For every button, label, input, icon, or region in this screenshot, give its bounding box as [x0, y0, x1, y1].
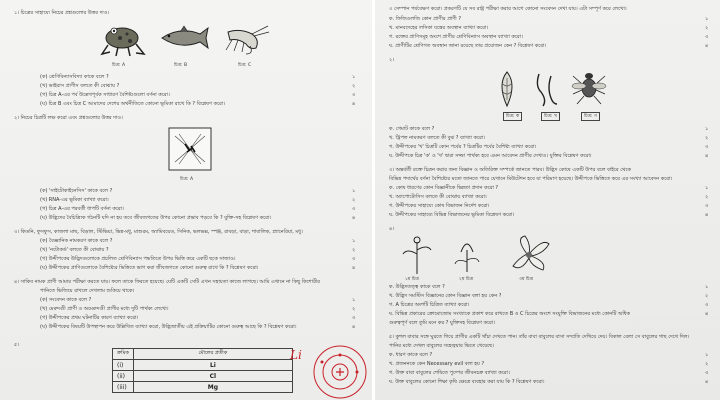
- question-line: ক. গেমাট কাকে বলে ?: [389, 126, 435, 132]
- question-line: (ক) 'সাইটোকাইনেসিস' কাকে বলে ?: [40, 188, 113, 194]
- mark-value: ৩: [352, 206, 356, 212]
- flower-figures: [397, 232, 577, 276]
- mark-value: ২: [705, 293, 709, 299]
- question-line: (ঘ) উদ্দীপকের বিষয়টি উপস্থাপন করে উল্লিখিত ব্যাখ্যা করো, উদ্ভিজাতীয় এই প্রক্রিয়াটির কোনো গুরুত্ব আছে কি ? বিশ্লেষণ করো।: [40, 324, 297, 330]
- question-line: (ক) সংবেদন কাকে বলে ?: [40, 297, 92, 303]
- question-line: পানিতে ভিজিয়ে রাখলে দেখলাম শুকিয়ে থাকে।: [40, 288, 135, 294]
- mark-value: ১: [352, 238, 356, 244]
- question-line: (গ) উদ্দীপকের উদ্ভিদগুলোকে প্রচলিত শ্রেণিবিন্যাস পদ্ধতিতে উপর ভিত্তি করে একটি ছকে সাজাও।: [40, 256, 236, 262]
- mark-value: ৩: [352, 256, 356, 262]
- question-line: ঘ. প্রাণীটির শ্রেণিগত অবস্থান জানা রয়েছে তার প্রয়োজন কেন ? বিশ্লেষণ করো।: [389, 43, 547, 49]
- figure-caption-kha: চিত্র: খ: [541, 112, 560, 121]
- question-line: বিভিন্ন পদার্থের বর্ণনা বৈশিষ্ট্যের মতো জানতে পারে যেখানে মিউটেশন হবে যা পরিমাণ হয়েছে। উদ্দীপকে ভিত্তিতে করে এর সংখ্যা আবেদন করো।: [389, 176, 673, 182]
- table-row: (ii) Cl: [113, 371, 293, 382]
- question-line: (ক) বৈজ্ঞানিক নামকরণ কাকে বলে ?: [40, 238, 113, 244]
- figure-caption-ga: চিত্র: গ: [581, 112, 600, 121]
- question-line: খ. ট্রিপল নামকরণ বলতে কী বুঝ ? ব্যাখ্যা করো।: [389, 135, 485, 141]
- question-line: (ঘ) উদ্ভিদের বৈচিত্র্যিক গঠনটি যদি না হয় তবে জীবজগতের উপর কোনো প্রভাব পড়বে কি ? যুক্তি-সহ বিশ্লেষণ করো।: [40, 215, 272, 221]
- question-line: খ. প্রজননকে কেন Necessary evil বলা হয় ?: [389, 361, 485, 367]
- flower-part-icon: [455, 244, 479, 272]
- plant-icon: [403, 237, 431, 274]
- handwritten-note: Li: [290, 348, 302, 362]
- mark-value: ১: [352, 297, 356, 303]
- mark-value: ৪: [705, 379, 709, 385]
- question-line: ক. ফিজিওলজি কোন প্রাণীর প্রাণী ?: [389, 16, 461, 22]
- figure-caption-a: চিত্র: A: [112, 63, 126, 68]
- flower-caption-3: ৩য় চিত্র: [519, 277, 534, 282]
- table-header-serial: ক্রমিক: [113, 349, 134, 360]
- mark-value: ৩: [352, 92, 356, 98]
- mark-value: ১: [705, 16, 709, 22]
- mark-value: ২: [352, 247, 356, 253]
- fluke-icon: [502, 72, 512, 106]
- mark-value: ২: [705, 361, 709, 367]
- mark-value: ১: [705, 126, 709, 132]
- question-line: গ. উদ্দীপকের সাহায্যে কোষ বিভাজন নির্দেশ করো।: [389, 203, 490, 209]
- mark-value: ৩: [705, 144, 709, 150]
- mark-value: ২: [352, 83, 356, 89]
- question-line: (ঘ) চিত্র B এবং চিত্র C আমাদের দেশের অর্থনীতিতে কোনো ভূমিকা রাখে কি ? বিশ্লেষণ করো।: [40, 101, 225, 107]
- question-line: ৩। কিডনি, ফুসফুস, কাজলা মাছ, বিড়াল, স্টিভিয়া, ভিন্ন-মধু, মাশুরম, অ্যামিবয়েড, সিনিক, ভলভক্স, স্পঞ্জ, রাবড়া, বাড়া, শাবালিক, প্ল্যানেরিয়া, মধু।: [14, 229, 303, 235]
- worm-icon: [537, 74, 557, 106]
- question-line: (খ) ভাইরাস প্রাণীস বলতে কী বোঝায় ?: [40, 83, 120, 89]
- question-line: খ. উদ্ভিদ সমস্টিস বিজ্ঞানের কোন বিজ্ঞান বলা হয় কেন ?: [389, 293, 502, 299]
- mark-value: ১: [705, 284, 709, 290]
- mark-value: ৩: [352, 315, 356, 321]
- figure-caption-c: চিত্র: C: [238, 63, 252, 68]
- insect-icon: [572, 73, 606, 104]
- figure-caption-ka: চিত্র: ক: [503, 112, 522, 121]
- question-line: (গ) চিত্র A-এর পর্ব উল্লেখপূর্বক সাধারণ বৈশিষ্ট্যগুলো বর্ণনা করো।: [40, 92, 170, 98]
- question-line: ৩। অন্তর্বর্তী রক্তে চিত্রন করার জন্য বিজ্ঞান ও অতিরিক্ত সম্পর্কে জানতে পারব। উদ্ভিদ কোষে একটি উপর বলে বাইরে থেকে: [389, 167, 632, 173]
- table-header-symbol: মৌলের প্রতীক: [133, 349, 292, 360]
- question-line: (গ) চিত্র A-এর পরবর্তী ধাপটি বর্ণনা করো।: [40, 206, 124, 212]
- mark-value: ২: [705, 135, 709, 141]
- fish-icon: [162, 26, 208, 48]
- mark-value: ৪: [705, 153, 709, 159]
- mark-value: ৩: [705, 203, 709, 209]
- question-line: ৫।: [14, 342, 20, 348]
- mark-value: ৪: [352, 215, 356, 221]
- mark-value: ৪: [705, 311, 709, 317]
- cell-division-figure: [165, 124, 215, 174]
- question-line: (গ) উদ্দীপকের প্রথম ঘটনাটির কারণ ব্যাখ্যা করো।: [40, 315, 139, 321]
- question-line: ৪। সাকিব নামক প্রাণী আমার পরীক্ষা করতে যায়। ফলে তাকে ফিরতে হয়েছে। যেটি একটি সেটি এখন সহায়তা কাজে লাগছে। আমি এখানে না কিছু কিশোরীর: [14, 279, 321, 285]
- question-line: ঘ. উক্ত বাবুলের কোনো শিক্ষা কৃষি ক্ষেত্রে ব্যবহার করা যায় কি ? বিশ্লেষণ করো।: [389, 379, 545, 385]
- mark-value: ১: [705, 352, 709, 358]
- animal-figures: [100, 20, 270, 64]
- mark-value: ৪: [352, 265, 356, 271]
- mark-value: ৪: [705, 212, 709, 218]
- question-line: ৫। কুশল বাবার সঙ্গে ঘুরতে গিয়ে প্রাণীর একটি খাঁচা দেখতে পান। তাঁর বাবা বাবুলের বাসা সম্প্রতি দেখিয়ে দেয়। বিকাল বেলা সে বাবুলের গাছ দেখে দিল।: [389, 334, 690, 340]
- question-line: (খ) 'নটোকর্ড' বলতে কী বোঝায় ?: [40, 247, 109, 253]
- question-line: ২।: [389, 57, 395, 63]
- mark-value: ৪: [352, 324, 356, 330]
- flower-icon: [513, 236, 549, 270]
- question-line: গ. উদ্দীপকের 'খ' চিত্রটি কোন পর্বের ? চিত্রটির পর্বের বৈশিষ্ট্য ব্যাখ্যা করো।: [389, 144, 537, 150]
- question-line: ২। নিচের চিত্রটি লক্ষ করো এবং প্রশ্নগুলোর উত্তর দাও।: [14, 115, 123, 121]
- question-line: খ. মানবদেহের লসিকা যন্ত্রের অবস্থান ব্যাখ্যা করো।: [389, 25, 489, 31]
- mark-value: ২: [705, 25, 709, 31]
- mark-value: ১: [352, 74, 356, 80]
- mark-value: ১: [705, 185, 709, 191]
- question-line: গ. A চিত্রের অংশটি চিত্রিত ব্যাখ্যা করো।: [389, 302, 470, 308]
- question-line: গুরুত্বপূর্ণ বলে তুমি মনে কর ? যুক্তিসহ বিশ্লেষণ করো।: [389, 320, 495, 326]
- table-row: (iii) Mg: [113, 382, 293, 393]
- figure-caption-cell: চিত্র: A: [180, 177, 194, 182]
- flower-caption-2: ২য় চিত্র: [459, 277, 474, 282]
- mark-value: ৪: [352, 101, 356, 107]
- right-exam-page: [375, 0, 720, 400]
- organism-figures: [493, 68, 613, 110]
- question-line: ৩ সেম্পান পর্যবেক্ষণ করো। প্রকরণটি যে সব রাষ্ট্র পরীক্ষা করার আগে কোনো সংবেদন দেখা যায়। এটা সম্পূর্ণ করে লেখো।: [389, 6, 627, 12]
- question-line: ঘ. উদ্দীপকে চিত্র 'ক' ও 'খ' দ্বারা সজ্জা পার্থক্য হবে এমন আবেদন প্রাণীর দেখাও। যুক্তির বিশ্লেষণ করো।: [389, 153, 592, 159]
- question-line: (ক) শ্রেণিবিন্যাসবিদ্যা কাকে বলে ?: [40, 74, 109, 80]
- question-line: গ. উক্ত বাবা বাবুলের শেষিতে পুষ্পের জীবনচক্র ব্যাখ্যা করো।: [389, 370, 510, 376]
- question-line: খ. অ্যাপোটোসিস বলতে কী বোঝায় ব্যাখ্যা করো।: [389, 194, 487, 200]
- mark-value: ২: [352, 197, 356, 203]
- mark-value: ৩: [705, 34, 709, 40]
- question-line: গ. রক্তের প্রাণিসমূহ অংশে প্রাণীর শ্রেণিবিন্যাস অবস্থান ব্যাখ্যা করো।: [389, 34, 523, 40]
- mark-value: ২: [705, 194, 709, 200]
- figure-caption-b: চিত্র: B: [174, 63, 188, 68]
- mark-value: ৩: [705, 302, 709, 308]
- table-row: (i) Li: [113, 360, 293, 371]
- prawn-icon: [226, 26, 269, 54]
- question-line: (ঘ) উদ্দীপকের প্রাণিগুলোকে বৈশিষ্ট্যের ভিত্তিতে ভাগ করা জীবজগতে কোনো গুরুত্ব রাখে কি ? বিশ্লেষণ করো।: [40, 265, 259, 271]
- mark-value: ১: [352, 188, 356, 194]
- question-line: ঘ. উদ্দীপকের সাহায্যে বিভিন্ন বিভাজনের ভূমিকা বিশ্লেষণ করো।: [389, 212, 515, 218]
- question-line: ১। চিত্রের সাহায্যে নিচের প্রশ্নগুলোর উত্তর দাও।: [14, 10, 110, 16]
- question-line: ৪।: [389, 226, 395, 232]
- question-line: ক. উদ্ভিদতত্ত্ব কাকে বলে ?: [389, 284, 445, 290]
- mark-value: ২: [352, 306, 356, 312]
- question-line: ক. কোষ ধারণের কোন বিজ্ঞানীকে ভিন্নতা প্রদান করো ?: [389, 185, 499, 191]
- question-line: ক. ধারণ কাকে বলে ?: [389, 352, 433, 358]
- mark-value: ৩: [705, 370, 709, 376]
- question-line: পানির মধ্যে দেখল বাবুলের সহেজ্বয়ার ভিতে খেয়েছে।: [389, 343, 494, 349]
- mark-value: ৪: [705, 43, 709, 49]
- atom-drawing: [310, 340, 370, 400]
- element-symbol-table: [112, 348, 293, 393]
- frog-icon: [102, 28, 144, 56]
- flower-caption-1: ১ম চিত্র: [405, 277, 419, 282]
- question-line: ঘ. বিভিন্ন প্রকারের ক্রোমোজোম সংখ্যাকে প্রকাশ করে রাখতে B ও C চিত্রের অংশে সংযুক্তি বিভাজনের মধ্যে কোনটি অধিক: [389, 311, 631, 317]
- question-line: (খ) মেরুদণ্ডী প্রাণী ও অমেরুদণ্ডী প্রাণীর মধ্যে দুটি পার্থক্য লেখো।: [40, 306, 169, 312]
- question-line: (খ) RNA-এর ভূমিকা ব্যাখ্যা করো।: [40, 197, 109, 203]
